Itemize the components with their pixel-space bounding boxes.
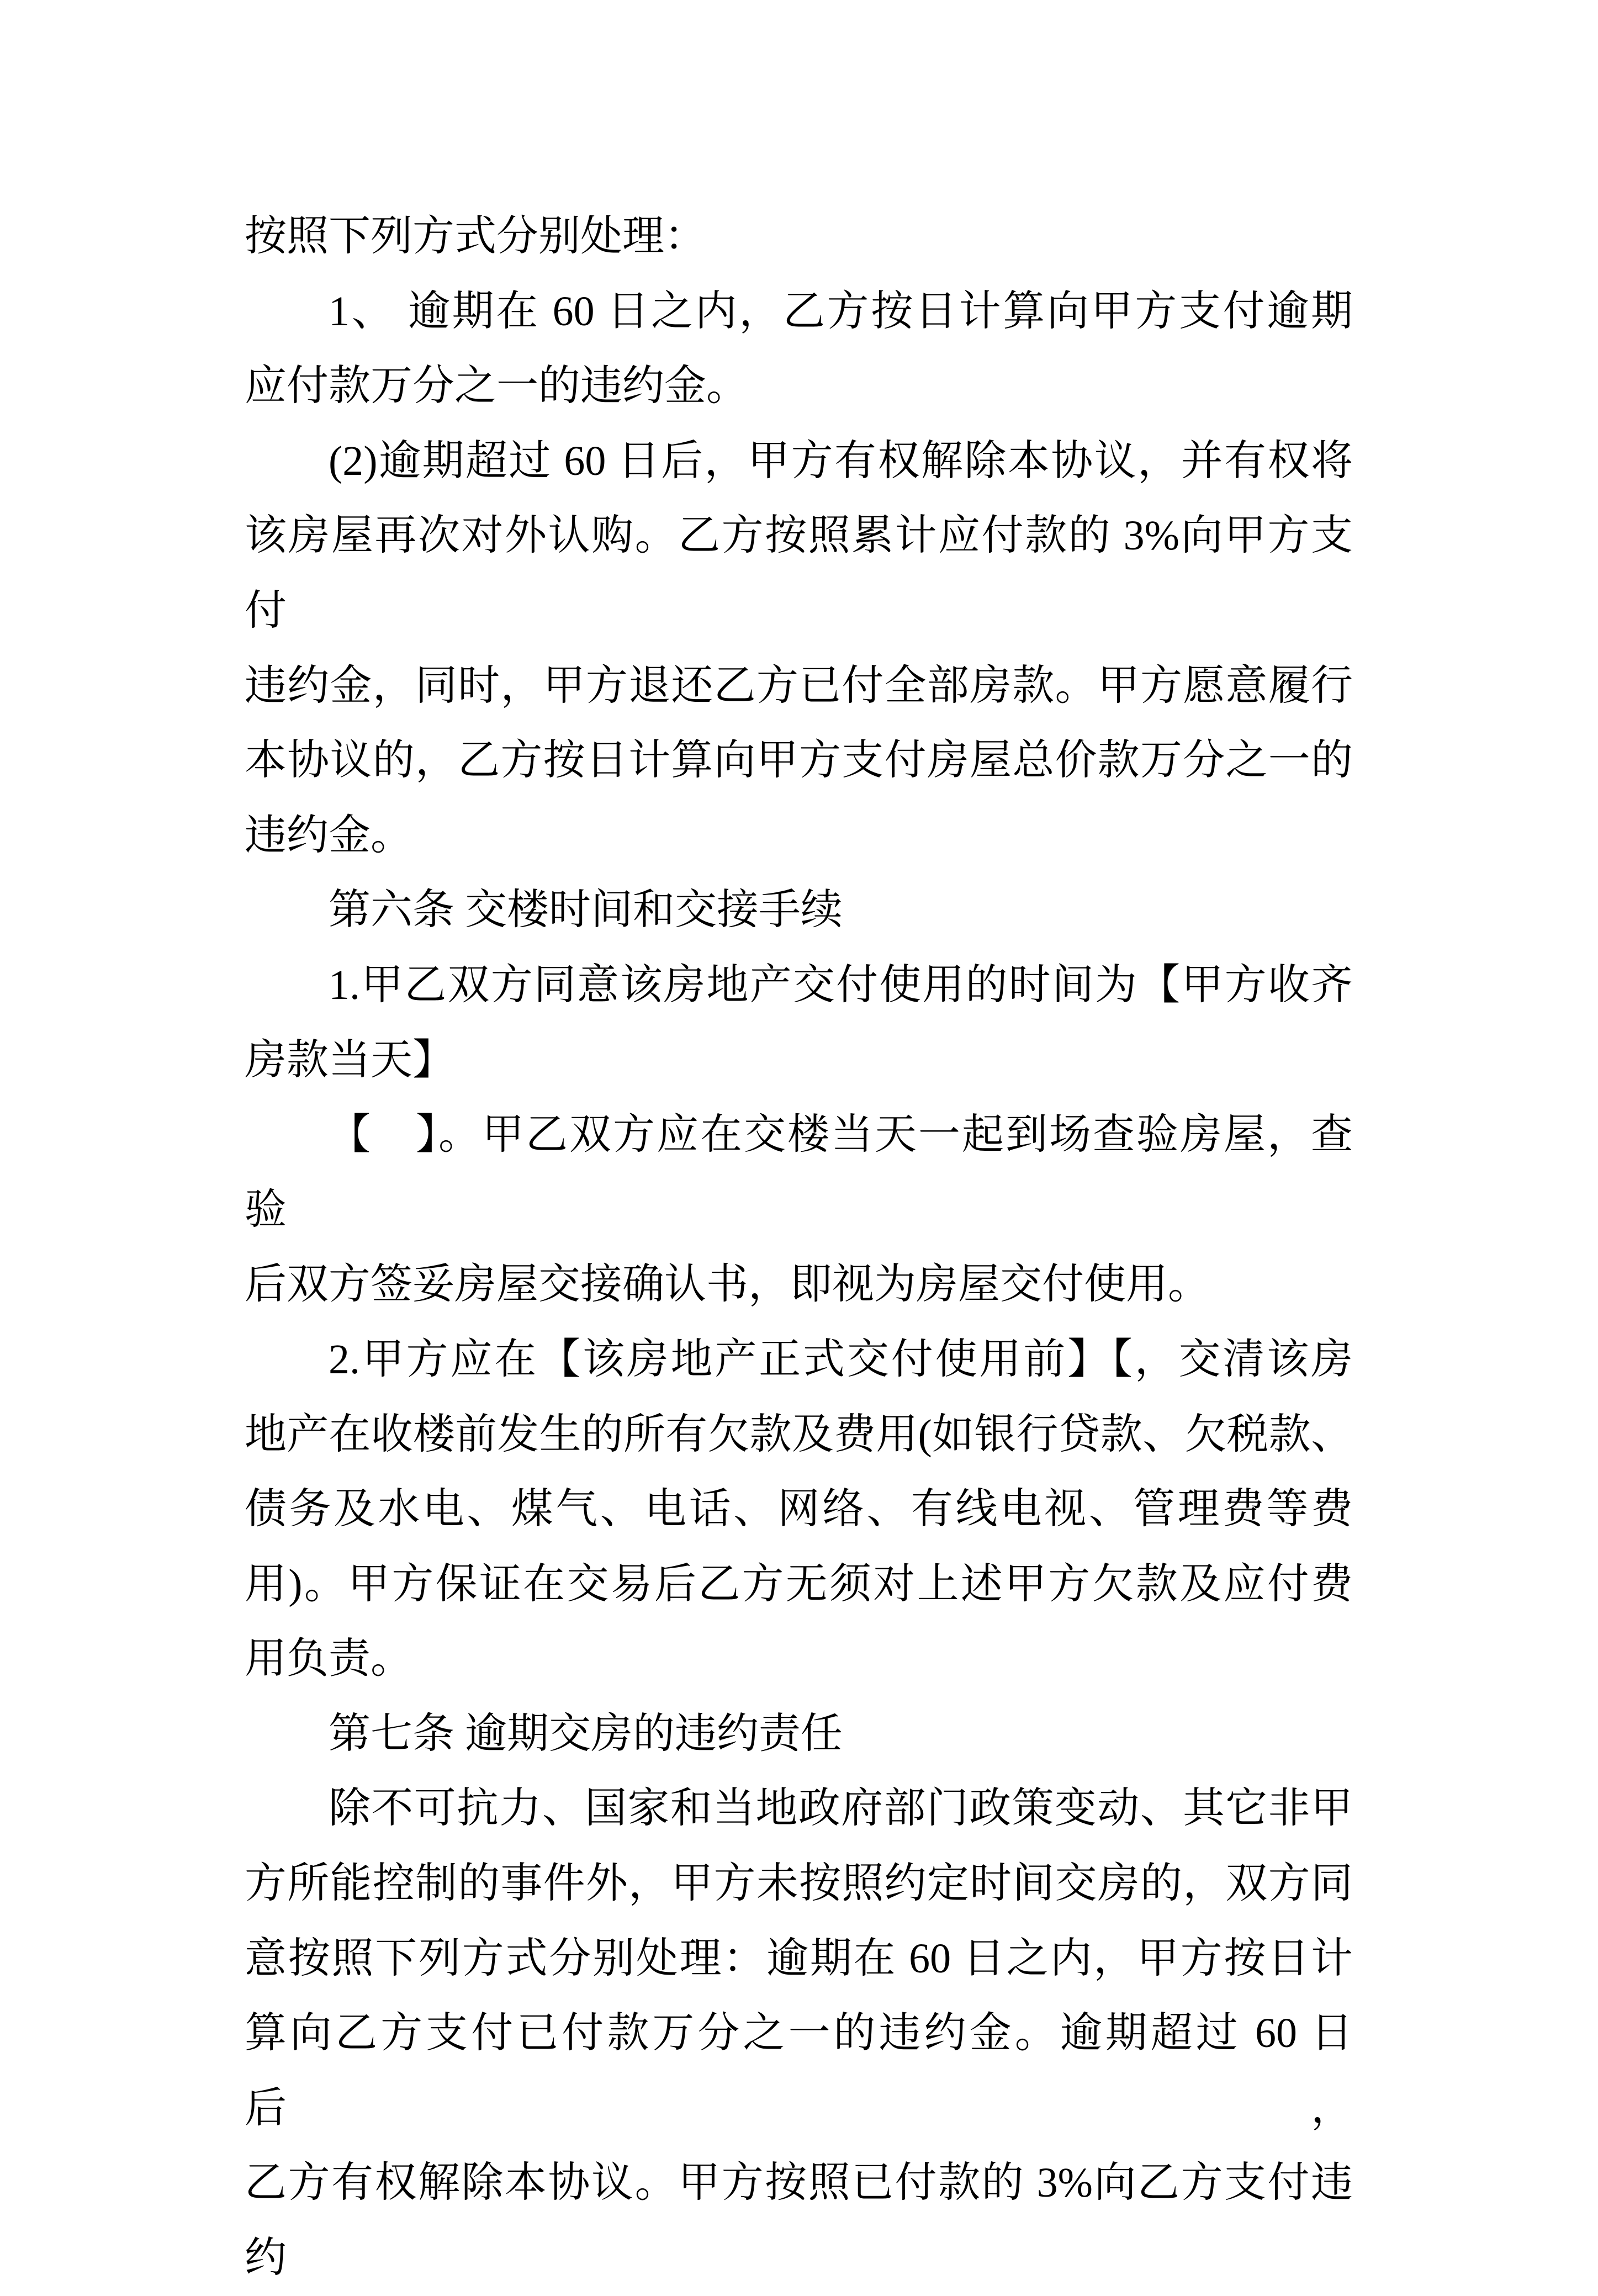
text-line: 债务及水电、煤气、电话、网络、有线电视、管理费等费 (245, 1486, 1353, 1533)
text-line: 意按照下列方式分别处理：逾期在 60 日之内，甲方按日计 (245, 1935, 1353, 1982)
text-line: 用)。甲方保证在交易后乙方无须对上述甲方欠款及应付费 (245, 1560, 1353, 1607)
text-line: 房款当天】 (245, 1036, 454, 1083)
section-heading: 第七条 逾期交房的违约责任 (329, 1710, 843, 1757)
text-line: 用负责。 (245, 1636, 412, 1683)
section-heading: 第六条 交楼时间和交接手续 (329, 887, 843, 934)
text-line: 地产在收楼前发生的所有欠款及费用(如银行贷款、欠税款、 (245, 1411, 1353, 1458)
text-line: 算向乙方支付已付款万分之一的违约金。逾期超过 60 日后， (245, 2010, 1353, 2131)
text-line: 按照下列方式分别处理： (245, 213, 706, 260)
text-line: (2)逾期超过 60 日后，甲方有权解除本协议，并有权将 (329, 437, 1353, 484)
text-line: 违约金，同时，甲方退还乙方已付全部房款。甲方愿意履行 (245, 662, 1353, 709)
text-line: 2.甲方应在【该房地产正式交付使用前】【，交清该房 (329, 1336, 1353, 1383)
text-line: 方所能控制的事件外，甲方未按照约定时间交房的，双方同 (245, 1860, 1353, 1907)
text-line: 违约金。 (245, 812, 412, 859)
document-text-block (245, 199, 1353, 2296)
text-line: 1、 逾期在 60 日之内，乙方按日计算向甲方支付逾期 (329, 288, 1353, 335)
text-line: 该房屋再次对外认购。乙方按照累计应付款的 3%向甲方支付 (245, 512, 1353, 634)
text-line: 本协议的，乙方按日计算向甲方支付房屋总价款万分之一的 (245, 737, 1353, 784)
text-line: 应付款万分之一的违约金。 (245, 363, 748, 410)
text-line: 【 】。甲乙双方应在交楼当天一起到场查验房屋，查验 (245, 1112, 1353, 1233)
text-line: 1.甲乙双方同意该房地产交付使用的时间为【甲方收齐 (329, 961, 1353, 1008)
text-line: 后双方签妥房屋交接确认书，即视为房屋交付使用。 (245, 1261, 1210, 1308)
text-line: 乙方有权解除本协议。甲方按照已付款的 3%向乙方支付违约 (245, 2160, 1353, 2282)
text-line: 除不可抗力、国家和当地政府部门政策变动、其它非甲 (329, 1785, 1353, 1832)
